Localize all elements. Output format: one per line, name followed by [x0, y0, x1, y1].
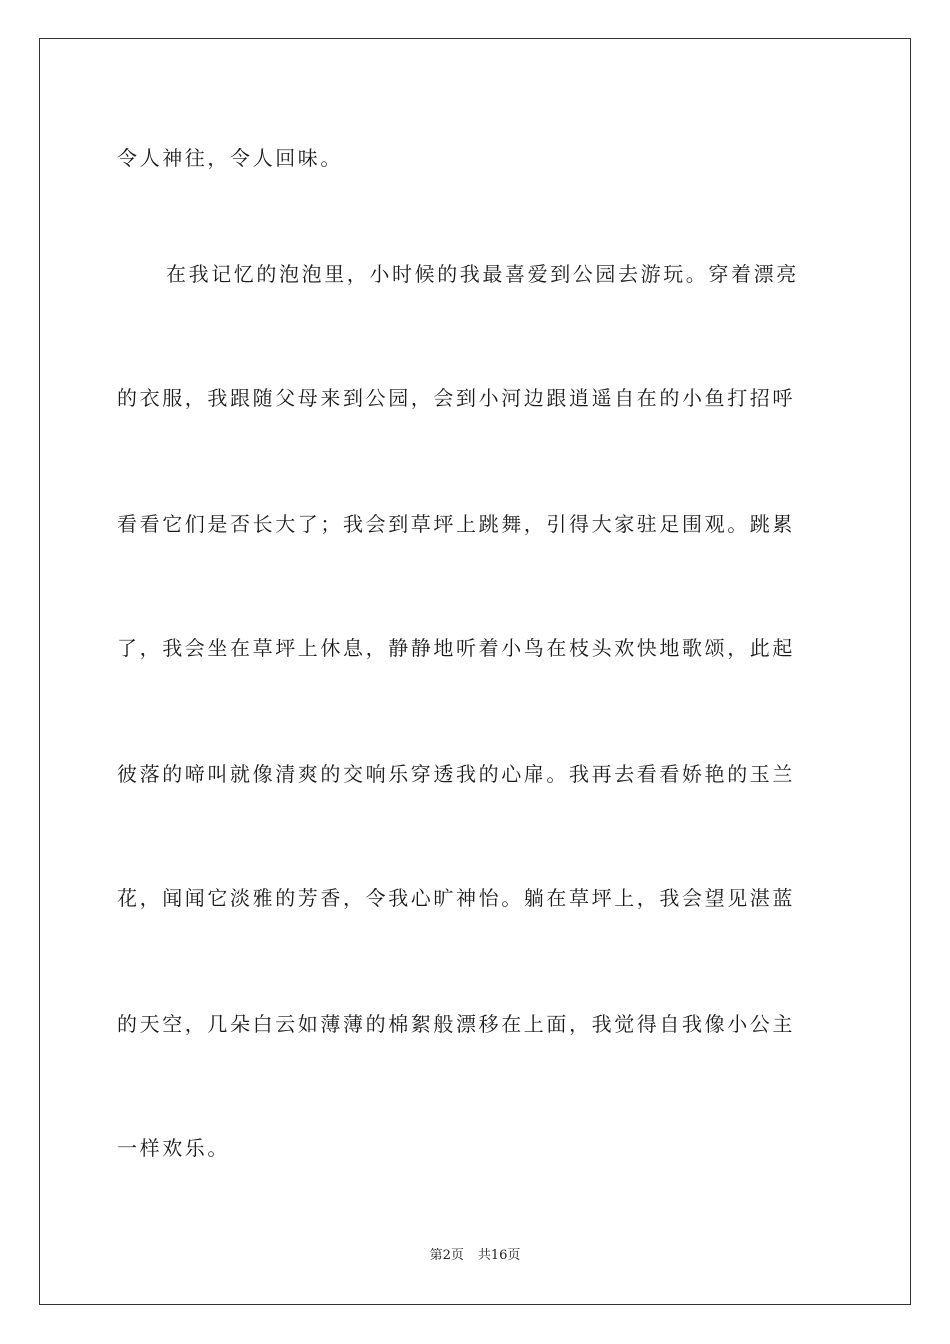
page-number: 第2页: [429, 1248, 464, 1263]
text-line-1: 令人神往，令人回味。: [117, 146, 343, 170]
text-line-7: 花，闻闻它淡雅的芳香，令我心旷神怡。躺在草坪上，我会望见湛蓝: [117, 886, 795, 910]
text-line-8: 的天空，几朵白云如薄薄的棉絮般漂移在上面，我觉得自我像小公主: [117, 1012, 795, 1036]
page-frame: [39, 38, 911, 1305]
text-line-2: 在我记忆的泡泡里，小时候的我最喜爱到公园去游玩。穿着漂亮: [166, 262, 799, 286]
text-line-3: 的衣服，我跟随父母来到公园，会到小河边跟逍遥自在的小鱼打招呼: [117, 386, 795, 410]
text-line-9: 一样欢乐。: [117, 1136, 230, 1160]
total-pages: 共16页: [477, 1248, 521, 1263]
text-line-4: 看看它们是否长大了；我会到草坪上跳舞，引得大家驻足围观。跳累: [117, 512, 795, 536]
text-line-5: 了，我会坐在草坪上休息，静静地听着小鸟在枝头欢快地歌颂，此起: [117, 636, 795, 660]
page-footer: [0, 1248, 950, 1264]
text-line-6: 彼落的啼叫就像清爽的交响乐穿透我的心扉。我再去看看娇艳的玉兰: [117, 762, 795, 786]
